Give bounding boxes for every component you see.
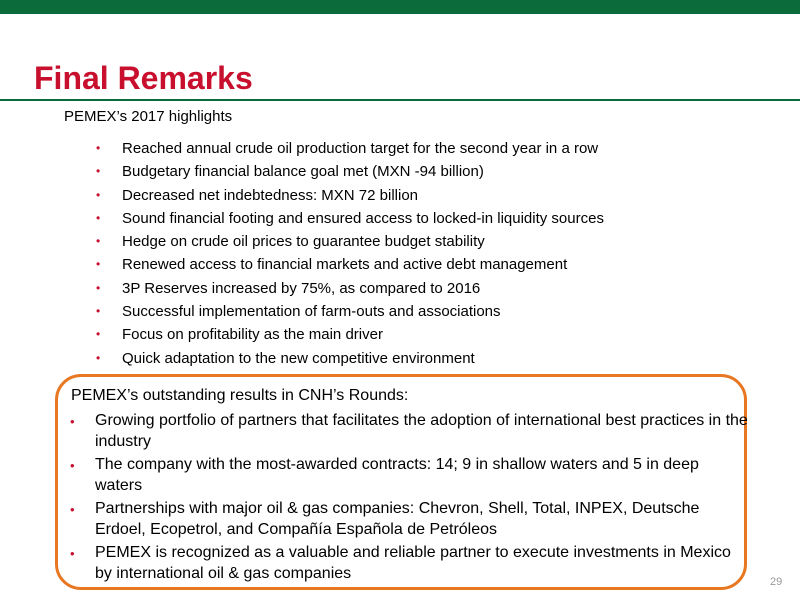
highlight-text: Sound financial footing and ensured access to locked-in liquidity sources: [122, 209, 604, 227]
bullet-icon: •: [96, 141, 101, 155]
result-item: [70, 454, 750, 496]
highlight-item: [96, 230, 604, 253]
result-text: Partnerships with major oil & gas companies: Chevron, Shell, Total, INPEX, Deutsche Erdoel, Ecopetrol, and Compañía Española de Petróleos: [95, 500, 700, 538]
result-item: [70, 498, 750, 540]
bullet-icon: •: [70, 502, 75, 517]
page-number: 29: [770, 576, 783, 588]
highlight-text: Successful implementation of farm-outs and associations: [122, 303, 501, 321]
result-text: Growing portfolio of partners that facilitates the adoption of international best practices in the industry: [95, 412, 748, 450]
results-heading: PEMEX’s outstanding results in CNH’s Rounds:: [71, 387, 409, 404]
bullet-icon: •: [96, 187, 101, 202]
highlight-item: [96, 300, 604, 323]
highlight-text: Budgetary financial balance goal met (MXN -94 billion): [122, 163, 484, 181]
highlight-text: Reached annual crude oil production target for the second year in a row: [122, 140, 599, 157]
bullet-icon: •: [70, 546, 75, 561]
highlight-text: 3P Reserves increased by 75%, as compared to 2016: [122, 279, 481, 297]
highlight-item: [96, 184, 604, 207]
bullet-icon: •: [96, 234, 101, 249]
bullet-icon: •: [96, 164, 101, 179]
highlight-item: [96, 253, 604, 276]
bullet-icon: •: [96, 210, 101, 225]
highlight-item: [96, 137, 604, 160]
bullet-icon: •: [96, 327, 101, 342]
result-text: PEMEX is recognized as a valuable and reliable partner to execute investments in Mexico by international oil & gas companies: [95, 544, 731, 582]
highlights-list: [96, 137, 604, 370]
bullet-icon: •: [70, 414, 75, 429]
highlight-item: [96, 277, 604, 300]
highlight-item: [96, 207, 604, 230]
result-item: [70, 410, 750, 452]
highlights-subtitle: PEMEX’s 2017 highlights: [64, 108, 233, 125]
bullet-icon: •: [96, 304, 101, 319]
results-list: [70, 410, 750, 586]
highlight-item: [96, 347, 604, 370]
highlight-text: Focus on profitability as the main driver: [122, 326, 383, 344]
result-text: The company with the most-awarded contracts: 14; 9 in shallow waters and 5 in deep waters: [95, 456, 699, 494]
result-item: [70, 542, 750, 584]
highlight-text: Hedge on crude oil prices to guarantee budget stability: [122, 233, 485, 251]
highlight-item: [96, 160, 604, 183]
highlight-text: Quick adaptation to the new competitive environment: [122, 349, 475, 367]
bullet-icon: •: [96, 280, 101, 295]
highlight-item: [96, 323, 604, 346]
highlight-text: Renewed access to financial markets and active debt management: [122, 256, 568, 274]
bullet-icon: •: [96, 350, 101, 365]
slide-title: Final Remarks: [34, 60, 253, 96]
highlight-text: Decreased net indebtedness: MXN 72 billion: [122, 186, 419, 204]
bullet-icon: •: [70, 458, 75, 473]
top-bar: [0, 0, 800, 14]
bullet-icon: •: [96, 257, 101, 272]
title-divider: [0, 99, 800, 101]
